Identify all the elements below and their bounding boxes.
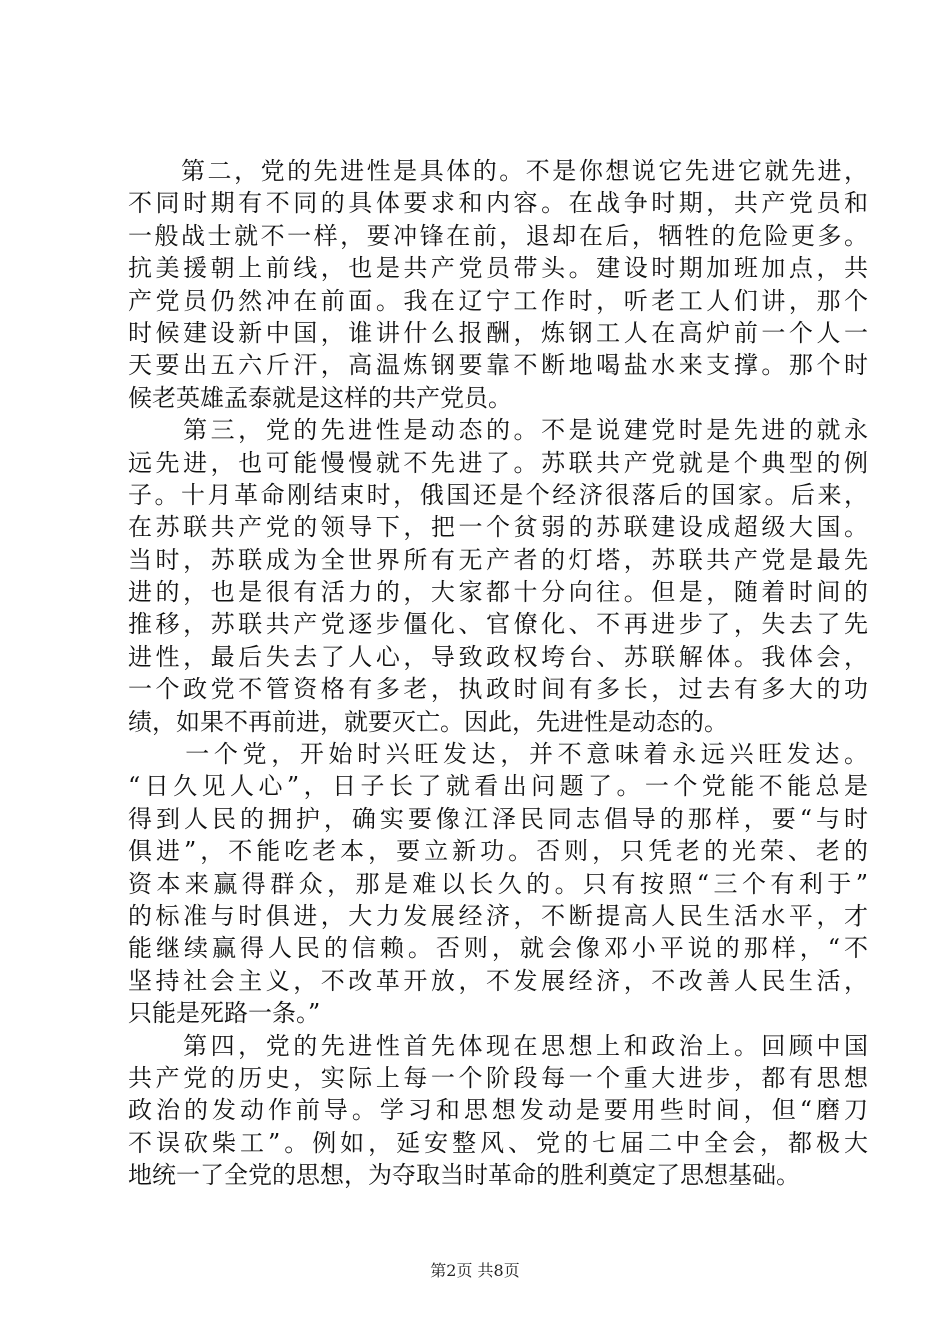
text-line: 进性，最后失去了人心，导致政权垮台、苏联解体。我体会， [128, 642, 868, 671]
text-line: 当时，苏联成为全世界所有无产者的灯塔，苏联共产党是最先 [128, 545, 868, 574]
text-line: 进的，也是很有活力的，大家都十分向往。但是，随着时间的 [128, 578, 868, 607]
text-line: 一般战士就不一样，要冲锋在前，退却在后，牺牲的危险更多。 [128, 221, 868, 250]
text-line: 绩，如果不再前进，就要灭亡。因此，先进性是动态的。 [128, 707, 728, 736]
page-footer: 第2页 共8页 [430, 1261, 520, 1280]
text-line: 一个党，开始时兴旺发达，并不意味着永远兴旺发达。 [128, 740, 868, 769]
text-line: 的标准与时俱进，大力发展经济，不断提高人民生活水平，才 [128, 901, 868, 930]
text-line: 第三，党的先进性是动态的。不是说建党时是先进的就永 [128, 416, 868, 445]
text-line: 在苏联共产党的领导下，把一个贫弱的苏联建设成超级大国。 [128, 513, 868, 542]
text-line: 不同时期有不同的具体要求和内容。在战争时期，共产党员和 [128, 189, 868, 218]
text-line: 一个政党不管资格有多老，执政时间有多长，过去有多大的功 [128, 675, 868, 704]
text-line: 天要出五六斤汗，高温炼钢要靠不断地喝盐水来支撑。那个时 [128, 351, 868, 380]
text-line: 共产党的历史，实际上每一个阶段每一个重大进步，都有思想 [128, 1063, 868, 1092]
text-line: 第二，党的先进性是具体的。不是你想说它先进它就先进， [128, 157, 868, 185]
text-line: 坚持社会主义，不改革开放，不发展经济，不改善人民生活， [128, 966, 868, 995]
text-line: 产党员仍然冲在前面。我在辽宁工作时，听老工人们讲，那个 [128, 286, 868, 315]
text-line: 政治的发动作前导。学习和思想发动是要用些时间，但“磨刀 [128, 1096, 868, 1125]
text-line: 时候建设新中国，谁讲什么报酬，炼钢工人在高炉前一个人一 [128, 318, 868, 347]
text-line: “日久见人心”，日子长了就看出问题了。一个党能不能总是 [128, 772, 868, 801]
text-line: 只能是死路一条。” [128, 999, 321, 1028]
text-line: 俱进”，不能吃老本，要立新功。否则，只凭老的光荣、老的 [128, 837, 868, 866]
text-line: 候老英雄孟泰就是这样的共产党员。 [128, 383, 512, 412]
text-line: 资本来赢得群众，那是难以长久的。只有按照“三个有利于” [128, 869, 868, 898]
text-line: 远先进，也可能慢慢就不先进了。苏联共产党就是个典型的例 [128, 448, 868, 477]
text-line: 子。十月革命刚结束时，俄国还是个经济很落后的国家。后来， [128, 480, 868, 509]
text-line: 地统一了全党的思想，为夺取当时革命的胜利奠定了思想基础。 [128, 1161, 800, 1190]
body-text [128, 155, 868, 1192]
text-line: 得到人民的拥护，确实要像江泽民同志倡导的那样，要“与时 [128, 804, 868, 833]
text-line: 推移，苏联共产党逐步僵化、官僚化、不再进步了，失去了先 [128, 610, 868, 639]
text-line: 不误砍柴工”。例如，延安整风、党的七届二中全会，都极大 [128, 1128, 868, 1157]
text-line: 抗美援朝上前线，也是共产党员带头。建设时期加班加点，共 [128, 254, 868, 283]
text-line: 第四，党的先进性首先体现在思想上和政治上。回顾中国 [128, 1031, 868, 1060]
text-line: 能继续赢得人民的信赖。否则，就会像邓小平说的那样，“不 [128, 934, 868, 963]
